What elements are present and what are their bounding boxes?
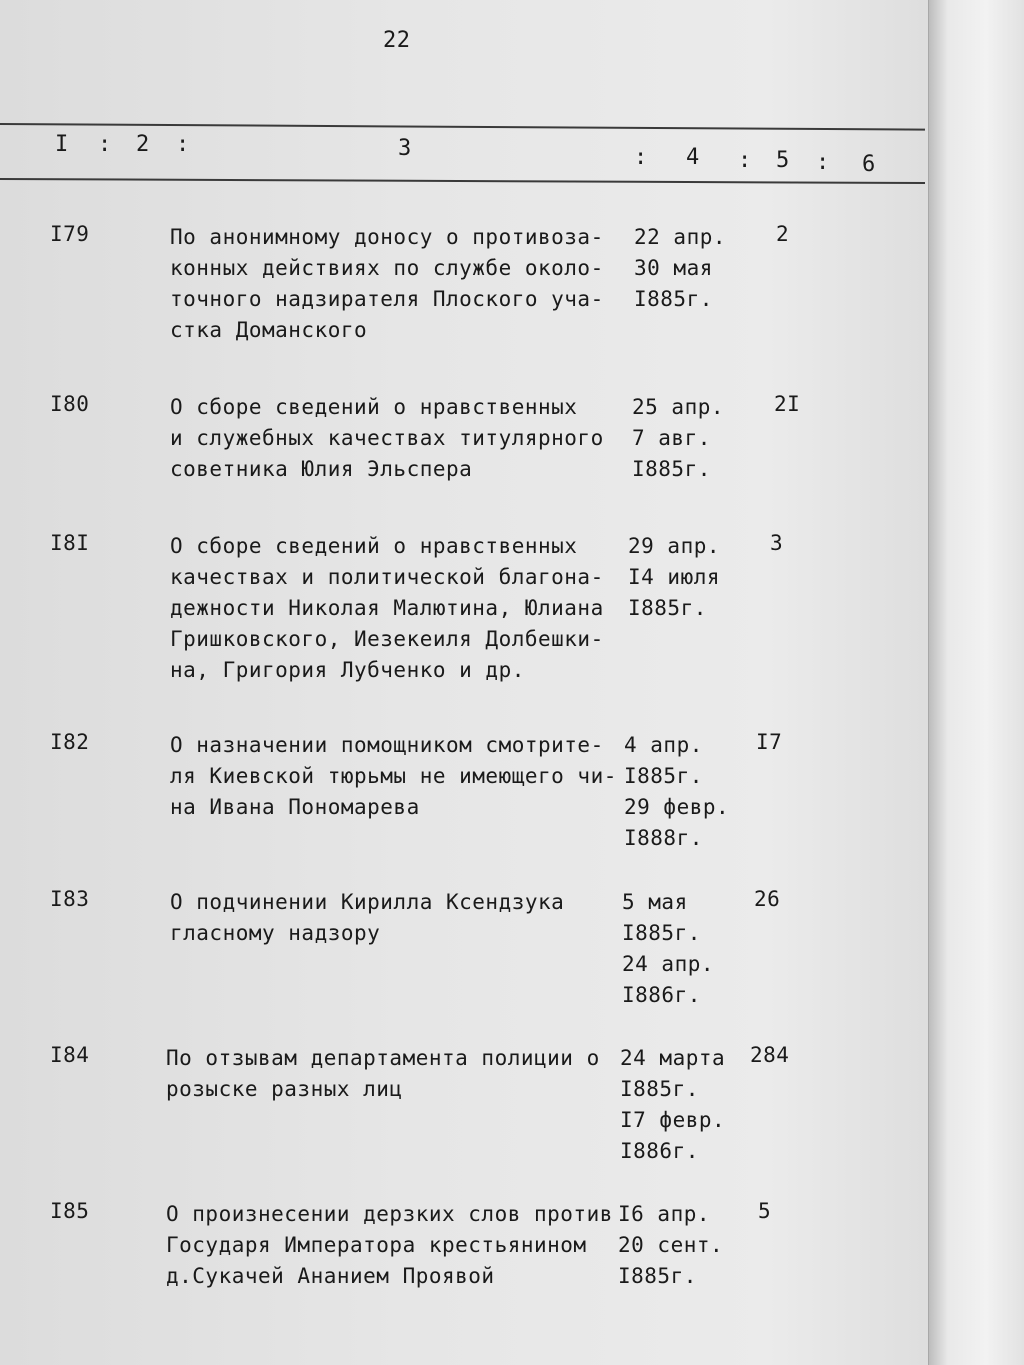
entry-number: I79 [50, 222, 90, 246]
entry-dates: 29 апр. I4 июля I885г. [628, 534, 721, 620]
entry-number: I8I [50, 531, 90, 555]
entry-dates: 22 апр. 30 мая I885г. [634, 225, 727, 311]
entry-title: О сборе сведений о нравственных качествах и политической благона- дежности Николая Малютина, Юлиана Гришковского, Иезекеиля Долбешки- на, Григория Лубченко и др. [170, 534, 604, 682]
entry-title: О подчинении Кирилла Ксендзука гласному надзору [170, 890, 565, 945]
entry-dates: I6 апр. 20 сент. I885г. [618, 1202, 724, 1288]
entry-sheet-count: 2 [776, 222, 790, 246]
entry-sheet-count: I7 [756, 730, 783, 754]
entry-title: О сборе сведений о нравственных и служебных качествах титулярного советника Юлия Эльспера [170, 395, 604, 481]
page-edge [928, 0, 1024, 1365]
column-separator: : [738, 148, 752, 173]
column-separator: : [176, 132, 190, 157]
entry-number: I80 [50, 392, 90, 416]
column-separator: : [634, 145, 648, 170]
page-number: 22 [383, 28, 411, 53]
entry-dates: 24 марта I885г. I7 февр. I886г. [620, 1046, 726, 1163]
entry-sheet-count: 284 [750, 1043, 790, 1067]
entry-sheet-count: 26 [754, 887, 781, 911]
entry-number: I83 [50, 887, 90, 911]
entry-title: О назначении помощником смотрите- ля Киевской тюрьмы не имеющего чи- на Ивана Пономарева [170, 733, 617, 819]
column-header-2: 2 [136, 132, 150, 157]
column-header-5: 5 [776, 148, 790, 173]
entry-title: О произнесении дерзких слов против Государя Императора крестьянином д.Сукачей Ананием Проявой [166, 1202, 613, 1288]
entry-sheet-count: 3 [770, 531, 784, 555]
header-top-rule [0, 123, 925, 131]
entry-title: По отзывам департамента полиции о розыске разных лиц [166, 1046, 600, 1101]
entry-sheet-count: 2I [774, 392, 801, 416]
column-header-1: I [55, 132, 69, 157]
entry-sheet-count: 5 [758, 1199, 772, 1223]
entry-dates: 5 мая I885г. 24 апр. I886г. [622, 890, 715, 1007]
entry-title: По анонимному доносу о противоза- конных действиях по службе около- точного надзирателя Плоского уча- стка Доманского [170, 225, 604, 342]
entry-number: I85 [50, 1199, 90, 1223]
column-separator: : [816, 150, 830, 175]
entry-number: I84 [50, 1043, 90, 1067]
header-bottom-rule [0, 178, 925, 184]
column-header-3: 3 [398, 136, 412, 161]
column-header-4: 4 [686, 145, 700, 170]
column-separator: : [98, 132, 112, 157]
entry-dates: 4 апр. I885г. 29 февр. I888г. [624, 733, 730, 850]
entry-number: I82 [50, 730, 90, 754]
entry-dates: 25 апр. 7 авг. I885г. [632, 395, 725, 481]
column-header-6: 6 [862, 152, 876, 177]
